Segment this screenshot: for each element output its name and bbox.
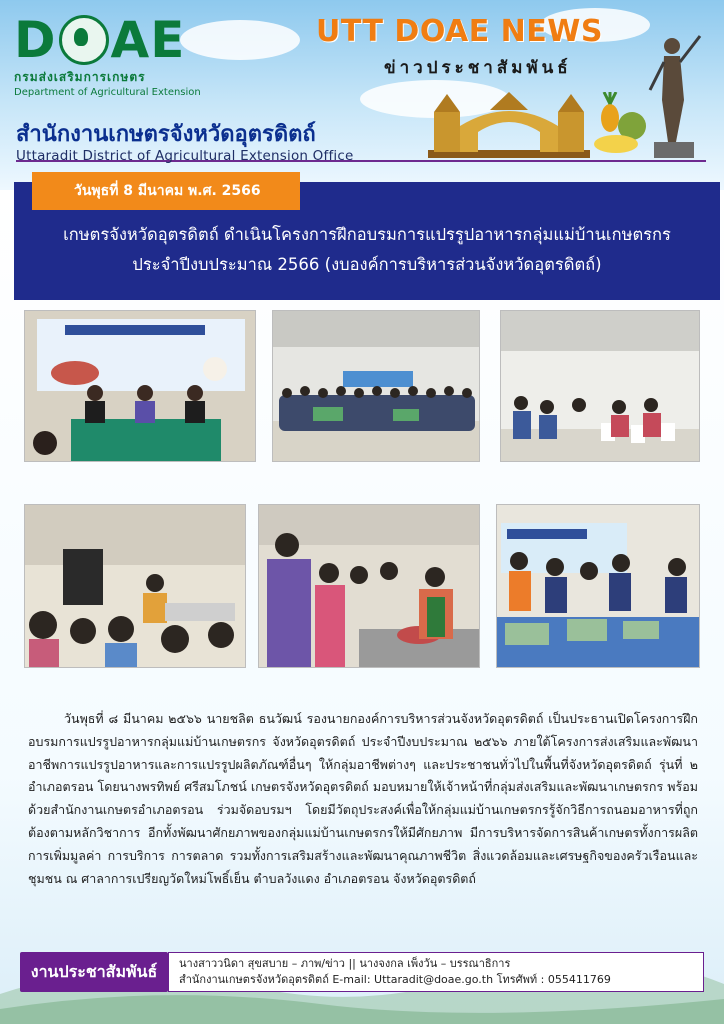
article-paragraph: วันพุธที่ ๘ มีนาคม ๒๕๖๖ นายชลิต ธนวัฒน์ รองนายกองค์การบริหารส่วนจังหวัดอุตรดิตถ์ เป็นประธานเปิดโครงการฝึกอบรมการแปรรูปอาหารกลุ่มแม่บ้านเกษตรกร จังหวัดอุตรดิตถ์ ประจำปีงบประมาณ ๒๕๖๖ ภายใต้โครงการส่งเสริมและพัฒนาอาชีพการแปรรูปอาหารและการแปรรูปผลิตภัณฑ์อื่นๆ ให้กลุ่มอาชีพต่างๆ และประชาชนทั่วไปในพื้นที่จังหวัดอุตรดิตถ์ รุ่นที่ ๒ อำเภอตรอน โดยนางพรทิพย์ ศรีสมโภชน์ เกษตรจังหวัดอุตรดิตถ์ มอบหมายให้เจ้าหน้าที่กลุ่มส่งเสริมและพัฒนาเกษตรกร พร้อมด้วยสำนักงานเกษตรอำเภอตรอน ร่วมจัดอบรมฯ โดยมีวัตถุประสงค์เพื่อให้กลุ่มแม่บ้านเกษตรกรรู้จักวิธีการถนอมอาหารที่ถูกต้องตามหลักวิชาการ อีกทั้งพัฒนาศักยภาพของกลุ่มแม่บ้านเกษตรกรให้มีศักยภาพ มีการบริหารจัดการสินค้าเกษตรทั้งการผลิต การเพิ่มมูลค่า การบริการ การตลาด รวมทั้งการเสริมสร้างและพัฒนาคุณภาพชีวิต สิ่งแวดล้อมและเศรษฐกิจของครัวเรือนและชุมชน ณ ศาลาการเปรียญวัดใหม่โพธิ์เย็น ตำบลวังแดง อำเภอตรอน จังหวัดอุตรดิตถ์ — [28, 711, 698, 886]
footer-info-box — [168, 952, 704, 992]
logo-letter-d: D — [14, 11, 57, 69]
article-body — [28, 708, 698, 890]
event-photo — [272, 310, 480, 462]
news-title: UTT DOAE NEWS — [316, 14, 603, 49]
event-photo — [496, 504, 700, 668]
city-gate-icon — [428, 92, 590, 158]
footer-tag: งานประชาสัมพันธ์ — [20, 952, 168, 992]
office-name-thai: สำนักงานเกษตรจังหวัดอุตรดิตถ์ — [16, 122, 316, 147]
event-photo — [500, 310, 700, 462]
date-tab: วันพุธที่ 8 มีนาคม พ.ศ. 2566 — [32, 172, 300, 210]
event-photo — [258, 504, 480, 668]
headline-line-2: ประจำปีงบประมาณ 2566 (งบองค์การบริหารส่วนจังหวัดอุตรดิตถ์) — [132, 255, 602, 274]
fruit-basket-icon — [592, 92, 648, 154]
news-subtitle: ข่าวประชาสัมพันธ์ — [384, 58, 572, 78]
footer-credits: นางสาววนิดา สุขสบาย – ภาพ/ข่าว || นางจงกล เพ็งวัน – บรรณาธิการ — [179, 957, 511, 970]
event-photo — [24, 504, 246, 668]
statue-icon — [646, 30, 702, 158]
seal-icon — [59, 15, 109, 65]
footer-contact: สำนักงานเกษตรจังหวัดอุตรดิตถ์ E-mail: Uttaradit@doae.go.th โทรศัพท์ : 055411769 — [179, 973, 611, 986]
event-photo — [24, 310, 256, 462]
headline-line-1: เกษตรจังหวัดอุตรดิตถ์ ดำเนินโครงการฝึกอบรมการแปรรูปอาหารกลุ่มแม่บ้านเกษตรกร — [63, 225, 671, 244]
doae-logo — [14, 11, 201, 98]
logo-thai-text: กรมส่งเสริมการเกษตร — [14, 70, 146, 84]
logo-english-text: Department of Agricultural Extension — [14, 87, 201, 98]
logo-letters-ae: AE — [110, 11, 186, 69]
office-name-english: Uttaradit District of Agricultural Extension Office — [16, 148, 354, 164]
